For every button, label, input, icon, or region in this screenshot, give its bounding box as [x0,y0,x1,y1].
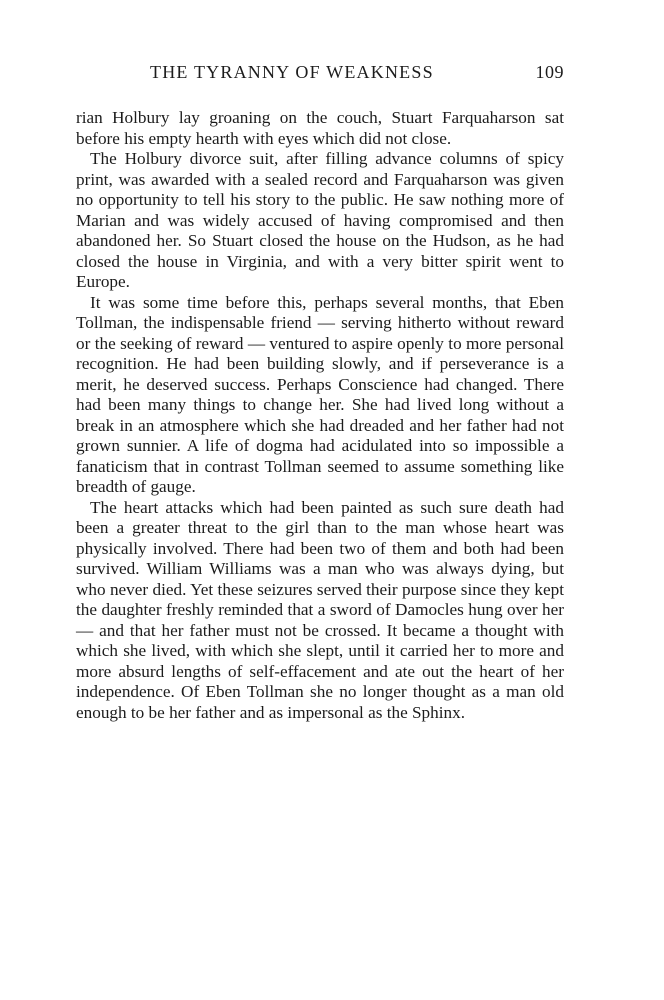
book-page [76,62,564,723]
page-number: 109 [535,62,564,82]
paragraph-continuation: rian Holbury lay groaning on the couch, Stuart Farquaharson sat before his empty hearth with eyes which did not close. [76,108,564,148]
paragraph-eben-tollman: It was some time before this, perhaps several months, that Eben Tollman, the indispensable friend — serving hitherto without reward or the seeking of reward — ventured to aspire openly to more personal recognition. He had been building slowly, and if perseverance is a merit, he deserved success. Perhaps Conscience had changed. There had been many things to change her. She had lived long without a break in an atmosphere which she had dreaded and her father had not grown sunnier. A life of dogma had acidulated into so impossible a fanaticism that in contrast Tollman seemed to assume something like breadth of gauge. [76,292,564,496]
paragraph-heart-attacks: The heart attacks which had been painted as such sure death had been a greater threat to the girl than to the man whose heart was physically involved. There had been two of them and both had been survived. William Williams was a man who was always dying, but who never died. Yet these seizures served their purpose since they kept the daughter freshly reminded that a sword of Damocles hung over her — and that her father must not be crossed. It became a thought with which she lived, with which she slept, until it carried her to more and more absurd lengths of self-effacement and ate out the heart of her independence. Of Eben Tollman she no longer thought as a man old enough to be her father and as impersonal as the Sphinx. [76,497,564,722]
running-title: THE TYRANNY OF WEAKNESS [150,62,434,82]
body-text [76,108,564,723]
running-head [76,62,564,90]
paragraph-divorce-suit: The Holbury divorce suit, after filling advance columns of spicy print, was awarded with a sealed record and Farquaharson was given no opportunity to tell his story to the public. He saw nothing more of Marian and was widely accused of having compromised and then abandoned her. So Stuart closed the house on the Hudson, as he had closed the house in Virginia, and with a very bitter spirit went to Europe. [76,149,564,291]
